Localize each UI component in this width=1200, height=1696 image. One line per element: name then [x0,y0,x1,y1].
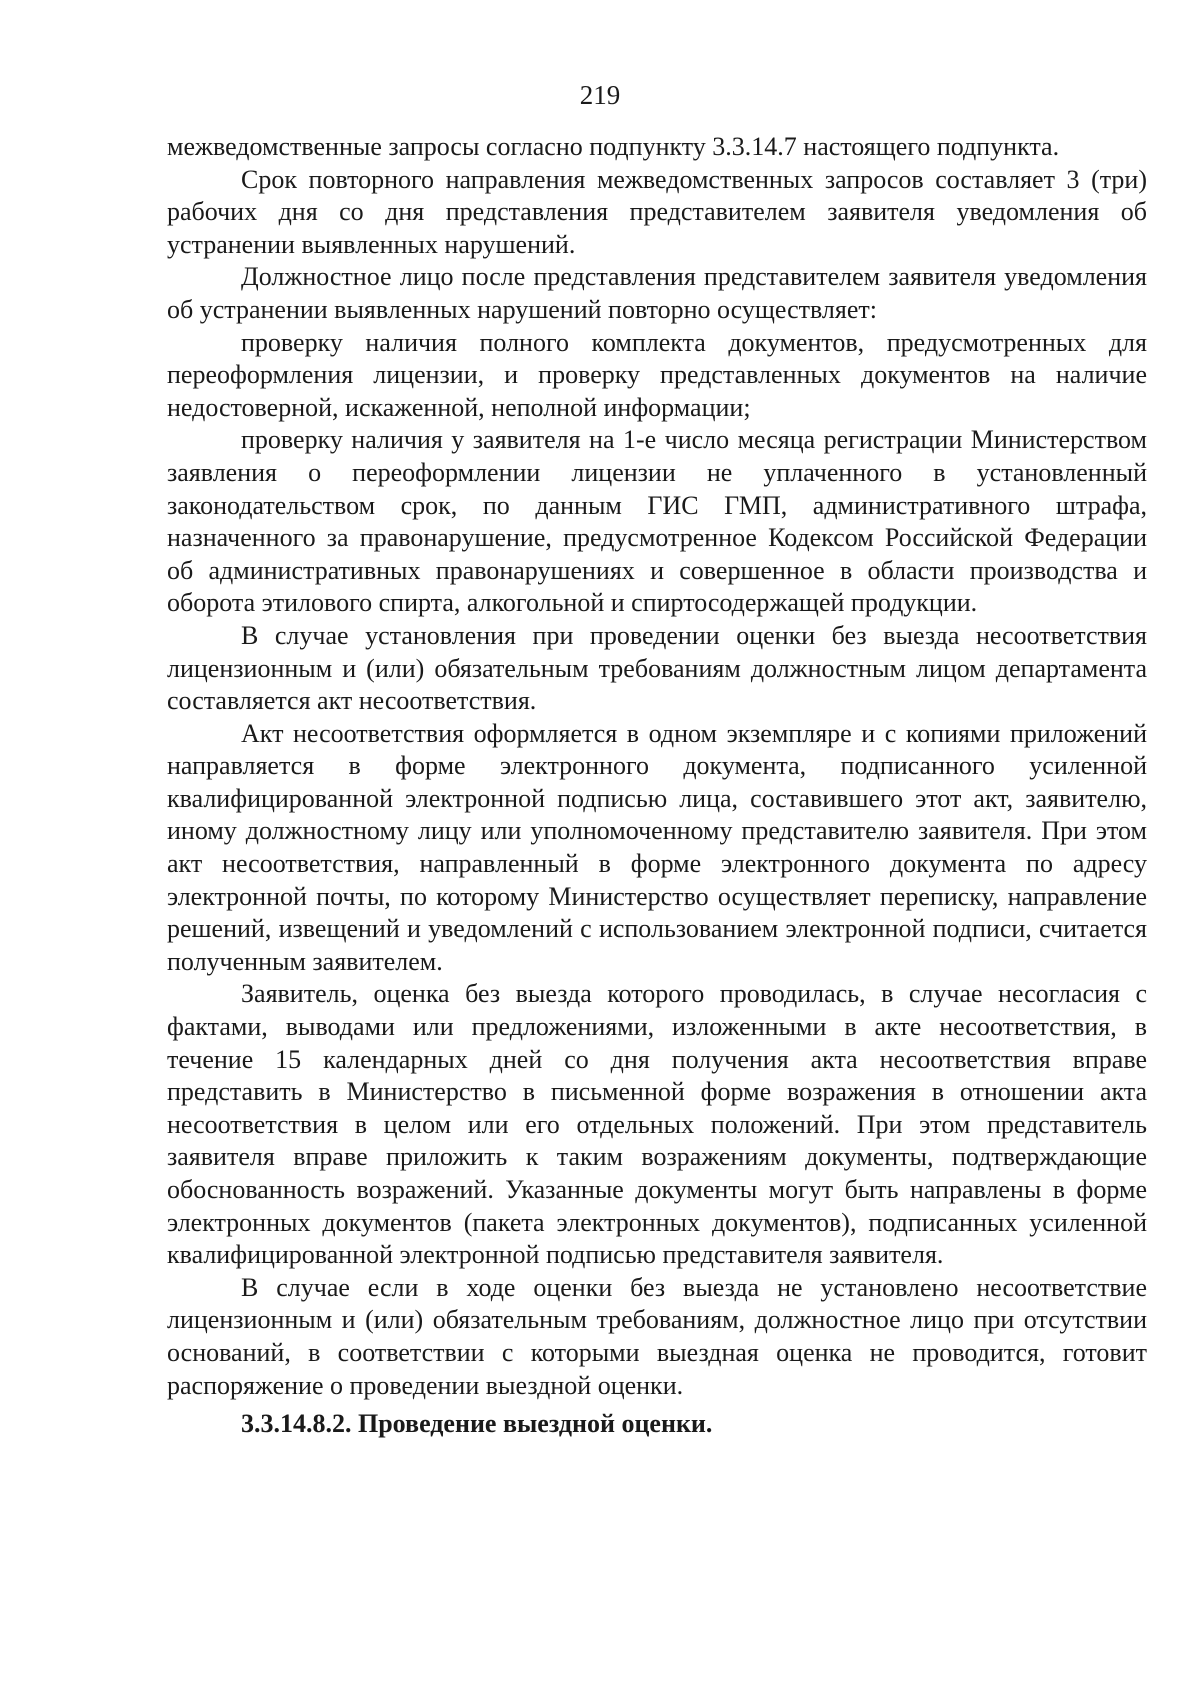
paragraph: Срок повторного направления межведомственных запросов составляет 3 (три) рабочих дня со дня представления представителем заявителя уведомления об устранении выявленных нарушений. [167,164,1147,259]
section-heading: 3.3.14.8.2. Проведение выездной оценки. [241,1409,713,1439]
paragraph: Должностное лицо после представления представителем заявителя уведомления об устранении выявленных нарушений повторно осуществляет: [167,262,1147,324]
page-number: 219 [579,80,621,110]
document-body [167,131,1147,1441]
paragraph: Заявитель, оценка без выезда которого проводилась, в случае несогласия с фактами, выводами или предложениями, изложенными в акте несоответствия, в течение 15 календарных дней со дня получения акта несоответствия вправе представить в Министерство в письменной форме возражения в отношении акта несоответствия в целом или его отдельных положений. При этом представитель заявителя вправе приложить к таким возражениям документы, подтверждающие обоснованность возражений. Указанные документы могут быть направлены в форме электронных документов (пакета электронных документов), подписанных усиленной квалифицированной электронной подписью представителя заявителя. [167,979,1147,1270]
list-paragraph: проверку наличия полного комплекта документов, предусмотренных для переоформления лицензии, и проверку представленных документов на наличие недостоверной, искаженной, неполной информации; [167,327,1147,422]
list-paragraph: проверку наличия у заявителя на 1-е число месяца регистрации Министерством заявления о переоформлении лицензии не уплаченного в установленный законодательством срок, по данным ГИС ГМП, административного штрафа, назначенного за правонарушение, предусмотренное Кодексом Российской Федерации об административных правонарушениях и совершенное в области производства и оборота этилового спирта, алкогольной и спиртосодержащей продукции. [167,425,1147,618]
paragraph: Акт несоответствия оформляется в одном экземпляре и с копиями приложений направляется в форме электронного документа, подписанного усиленной квалифицированной электронной подписью лица, составившего этот акт, заявителю, иному должностному лицу или уполномоченному представителю заявителя. При этом акт несоответствия, направленный в форме электронного документа по адресу электронной почты, по которому Министерство осуществляет переписку, направление решений, извещений и уведомлений с использованием электронной подписи, считается полученным заявителем. [167,718,1147,976]
paragraph: В случае установления при проведении оценки без выезда несоответствия лицензионным и (или) обязательным требованиям должностным лицом департамента составляется акт несоответствия. [167,620,1147,716]
paragraph: В случае если в ходе оценки без выезда не установлено несоответствие лицензионным и (или) обязательным требованиям, должностное лицо при отсутствии оснований, в соответствии с которыми выездная оценка не проводится, готовит распоряжение о проведении выездной оценки. [167,1272,1147,1400]
paragraph-continuation: межведомственные запросы согласно подпункту 3.3.14.7 настоящего подпункта. [167,132,1060,161]
